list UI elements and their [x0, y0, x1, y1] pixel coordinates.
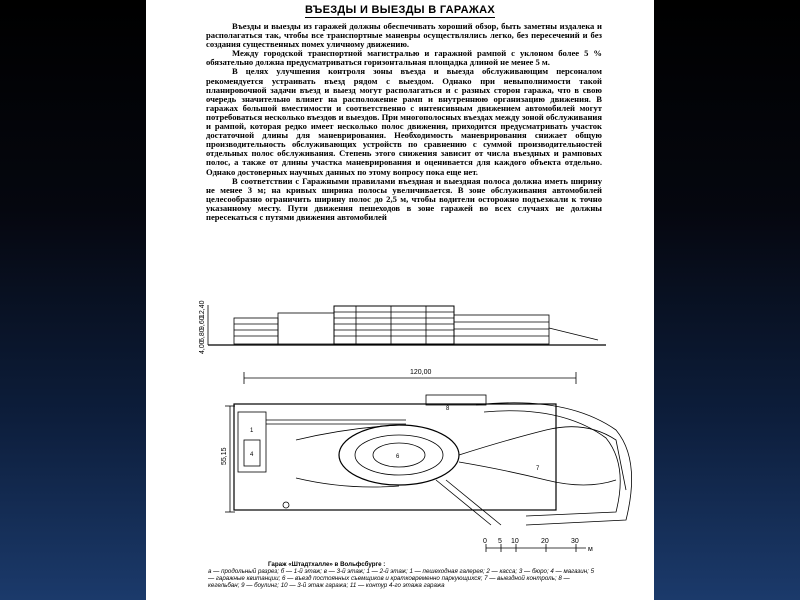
scale-label: 5 [498, 538, 502, 545]
dimension-line [225, 372, 576, 512]
paragraph: В соответствии с Гаражными правилами въездная и выездная полоса должна иметь ширину не менее 3 м; на кривых ширина полосы увеличивается. В зоне обслуживания автомобилей целесообразно ограничить ширину полос до 2,5 м, чтобы водители осторожно подъезжали к точно указанному месту. Пути движения пешеходов в зоне гаражей во всех случаях не должны пересекаться с путями движения автомобилей [206, 175, 602, 222]
paragraph: Въезды и выезды из гаражей должны обеспечивать хороший обзор, быть заметны издалека и располагаться так, чтобы все транспортные маневры осуществлялись легко, без пересечений и без создания существенных помех уличному движению. [206, 21, 602, 50]
plan-number: 8 [446, 406, 450, 412]
figure-caption [208, 561, 598, 589]
section-level: 9,60 [199, 316, 206, 330]
caption-title: Гараж «Штадтхалле» в Вольфсбурге : [268, 561, 386, 568]
ground-plan [234, 395, 632, 525]
scale-label: 0 [483, 538, 487, 545]
plan-number: 6 [396, 454, 400, 460]
scale-label: 10 [511, 538, 519, 545]
scale-label: м [588, 546, 593, 553]
section-level: 4,00 [199, 340, 206, 354]
paragraph: Между городской транспортной магистралью и гаражной рампой с уклоном более 5 % обязательно должна предусматриваться горизонтальная площадка длиной не менее 5 м. [206, 48, 602, 68]
caption-text: а — продольный разрез; б — 1-й этаж; в — 3-й этаж; 1 — 2-й этаж; 1 — пешеходная галерея; 2 — касса; 3 — бюро; 4 — магазин; 5 — гаражные квитанции; 6 — въезд постоянных съемщиков и кратковременно паркующихся; 7 — выездной контроль; 8 — кегельбан; 9 — боулинг; 10 — 3-й этаж гаража; 11 — контур 4-го этажа гаража [208, 568, 595, 589]
scale-label: 30 [571, 538, 579, 545]
plan-number: 7 [536, 466, 540, 472]
dimension-width-label: 120,00 [410, 369, 432, 376]
paragraph: В целях улучшения контроля зоны въезда и выезда обслуживающим персоналом рекомендуется устраивать въезд рядом с выездом. Однако при невыполнимости такой планировочной задачи въезд и выезд могут располагаться и с разных сторон гаража, что в свою очередь значительно влияет на расположение рамп и внутреннюю организацию движения. В гаражах большой вместимости и соответственно с интенсивным движением автомобилей могут потребоваться несколько въездов и выездов. При многополосных въездах между зоной обслуживания и рампой, которая редко имеет несколько полос движения, приходится предусматривать участок достаточной длины для маневрирования. Необходимость маневрирования снижает общую производительность обслуживающих устройств по сравнению с суммой производительностей отдельных полос обслуживания. Степень этого снижения зависит от числа въездных и рамповых полос, а также от длины участка маневрирования и оценивается для каждого объекта отдельно. Однако достоверных научных данных по этому вопросу пока еще нет. [206, 66, 602, 177]
plan-number: 4 [250, 452, 254, 458]
section-elevation [208, 305, 606, 345]
section-level: 6,80 [199, 328, 206, 342]
scale-label: 20 [541, 538, 549, 545]
document-page [146, 0, 654, 600]
garage-drawing [146, 0, 654, 600]
page-title: ВЪЕЗДЫ И ВЫЕЗДЫ В ГАРАЖАХ [305, 4, 495, 16]
section-level: 12,40 [199, 300, 206, 318]
plan-number: 1 [250, 428, 254, 434]
scale-bar [486, 544, 586, 552]
dimension-height-label: 55,15 [221, 447, 228, 465]
